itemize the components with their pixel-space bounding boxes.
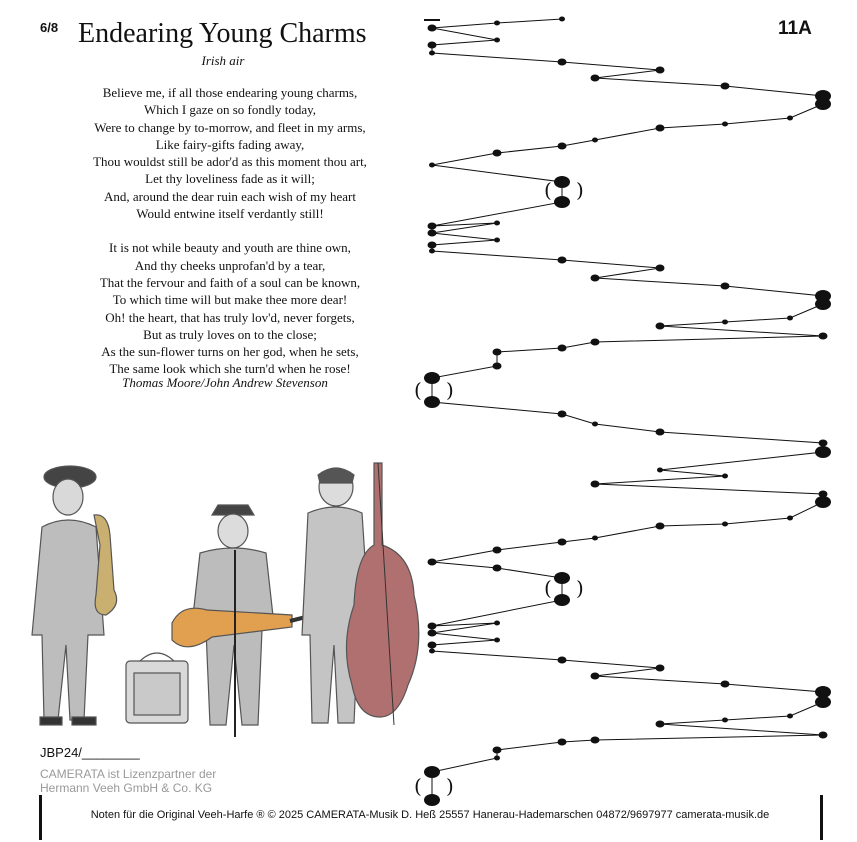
- note-dot: [428, 630, 437, 637]
- note-dot: [493, 747, 502, 754]
- rest-bracket: (: [544, 178, 552, 202]
- lyric-line: To which time will but make thee more dear!: [112, 292, 348, 308]
- song-title: Endearing Young Charms: [78, 18, 367, 49]
- note-dot: [494, 238, 500, 243]
- note-dot: [428, 623, 437, 630]
- footer-copyright: Noten für die Original Veeh-Harfe ® © 2025 CAMERATA-Musik D. Heß 25557 Hanerau-Hademarschen 04872/9697977 camerata-musik.de: [90, 809, 770, 821]
- note-dot: [428, 242, 437, 249]
- note-dot: [722, 320, 728, 325]
- note-dot: [819, 440, 828, 447]
- lyric-line: Which I gaze on so fondly today,: [143, 102, 317, 118]
- note-dot: [494, 221, 500, 226]
- right-border-bar: [820, 795, 823, 840]
- note-dot: [494, 38, 500, 43]
- note-dot: [493, 363, 502, 370]
- note-dot: [494, 638, 500, 643]
- note-dot: [722, 522, 728, 527]
- note-dot: [424, 794, 440, 806]
- note-dot: [815, 696, 831, 708]
- note-dot: [493, 547, 502, 554]
- note-dot: [558, 657, 567, 664]
- lyric-line: Like fairy-gifts fading away,: [155, 136, 305, 152]
- sheet-number: 11A: [778, 18, 812, 39]
- note-dot: [656, 323, 665, 330]
- note-dot: [424, 396, 440, 408]
- note-dot: [429, 649, 435, 654]
- lyric-line: The same look which she turn'd when he rose!: [109, 361, 351, 377]
- note-dot: [558, 411, 567, 418]
- left-border-bar: [39, 795, 42, 840]
- note-dot: [428, 223, 437, 230]
- note-dot: [721, 283, 730, 290]
- note-dot: [558, 739, 567, 746]
- rest-bracket: (: [544, 576, 552, 600]
- note-dot: [494, 756, 500, 761]
- note-dot: [494, 21, 500, 26]
- note-dot: [428, 230, 437, 237]
- note-dot: [429, 249, 435, 254]
- partner-line-1: CAMERATA ist Lizenzpartner der: [40, 767, 217, 781]
- note-dot: [558, 257, 567, 264]
- note-dot: [558, 143, 567, 150]
- note-dot: [815, 98, 831, 110]
- lyric-line: And, around the dear ruin each wish of my heart: [104, 188, 356, 204]
- note-dot: [428, 642, 437, 649]
- lyric-line: That the fervour and faith of a soul can be known,: [99, 274, 361, 290]
- composer-credits: Thomas Moore/John Andrew Stevenson: [122, 375, 328, 390]
- note-dot: [815, 298, 831, 310]
- note-dot: [591, 275, 600, 282]
- lyric-line: Were to change by to-morrow, and fleet in my arms,: [94, 119, 366, 135]
- rest-bracket: ): [576, 576, 584, 600]
- note-dot: [592, 138, 598, 143]
- song-subtitle: Irish air: [201, 53, 245, 68]
- note-dot: [656, 429, 665, 436]
- note-dot: [656, 665, 665, 672]
- note-dot: [554, 176, 570, 188]
- note-dot: [428, 42, 437, 49]
- melody-line: [432, 19, 823, 800]
- note-dot: [591, 481, 600, 488]
- note-dot: [819, 333, 828, 340]
- note-dot: [721, 681, 730, 688]
- note-dot: [657, 468, 663, 473]
- note-dot: [815, 496, 831, 508]
- note-dot: [787, 714, 793, 719]
- note-dot: [787, 316, 793, 321]
- lyric-line: Thou wouldst still be ador'd as this moment thou art,: [93, 154, 367, 170]
- note-dot: [591, 339, 600, 346]
- time-signature: 6/8: [40, 20, 59, 35]
- rest-bracket: (: [414, 774, 422, 798]
- note-dot: [722, 718, 728, 723]
- note-dot: [428, 25, 437, 32]
- note-dot: [787, 116, 793, 121]
- lyric-line: It is not while beauty and youth are thine own,: [109, 240, 351, 256]
- lyric-line: And thy cheeks unprofan'd by a tear,: [134, 257, 326, 273]
- lyric-line: Let thy loveliness fade as it will;: [145, 171, 315, 187]
- note-dot: [559, 17, 565, 22]
- note-dot: [554, 594, 570, 606]
- note-dot: [424, 372, 440, 384]
- note-dot: [558, 345, 567, 352]
- jbp-label: JBP24/________: [40, 745, 140, 760]
- note-dot: [428, 559, 437, 566]
- note-dot: [722, 122, 728, 127]
- note-dot: [554, 572, 570, 584]
- note-dot: [656, 125, 665, 132]
- lyric-line: As the sun-flower turns on her god, when he sets,: [101, 344, 359, 360]
- rest-bracket: ): [446, 378, 454, 402]
- note-dot: [591, 673, 600, 680]
- lyric-line: But as truly loves on to the close;: [143, 326, 317, 342]
- note-dot: [591, 737, 600, 744]
- note-dot: [494, 621, 500, 626]
- note-dot: [592, 536, 598, 541]
- note-dot: [591, 75, 600, 82]
- lyric-line: Would entwine itself verdantly still!: [136, 206, 324, 222]
- note-dot: [554, 196, 570, 208]
- note-dot: [656, 265, 665, 272]
- note-dot: [819, 732, 828, 739]
- note-dot: [429, 163, 435, 168]
- partner-line-2: Hermann Veeh GmbH & Co. KG: [40, 781, 213, 795]
- note-dot: [558, 539, 567, 546]
- note-dot: [493, 565, 502, 572]
- note-dot: [656, 721, 665, 728]
- note-dot: [722, 474, 728, 479]
- rest-bracket: ): [446, 774, 454, 798]
- note-dot: [656, 67, 665, 74]
- note-dot: [592, 422, 598, 427]
- note-dot: [493, 349, 502, 356]
- rest-bracket: ): [576, 178, 584, 202]
- rest-bracket: (: [414, 378, 422, 402]
- note-dot: [558, 59, 567, 66]
- note-dot: [815, 446, 831, 458]
- note-dot: [429, 51, 435, 56]
- note-dot: [424, 766, 440, 778]
- note-dot: [787, 516, 793, 521]
- lyric-line: Believe me, if all those endearing young charms,: [102, 85, 358, 100]
- note-dot: [493, 150, 502, 157]
- note-dot: [656, 523, 665, 530]
- note-dot: [721, 83, 730, 90]
- lyric-line: Oh! the heart, that has truly lov'd, never forgets,: [105, 309, 355, 325]
